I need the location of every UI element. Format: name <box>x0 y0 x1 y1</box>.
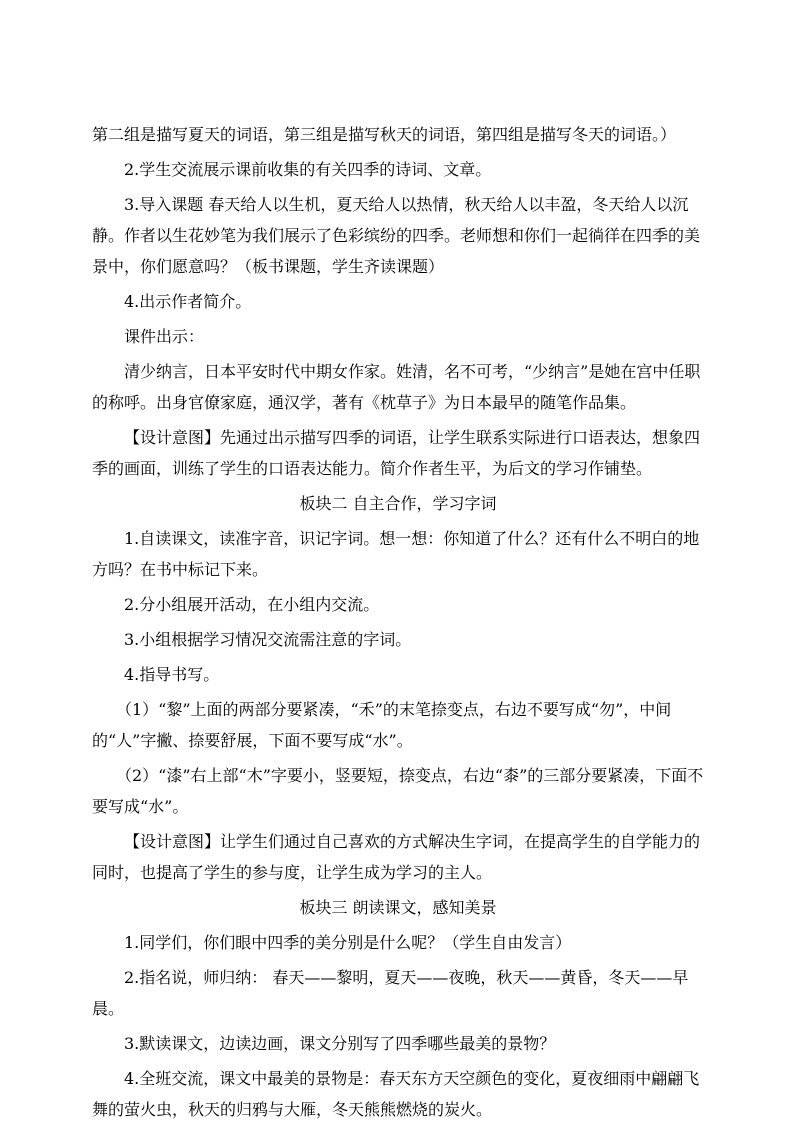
paragraph-group-note: 第二组是描写夏天的词语，第三组是描写秋天的词语，第四组是描写冬天的词语。） <box>92 125 677 144</box>
paragraph-group-activity: 2.分小组展开活动，在小组内交流。 <box>124 595 380 614</box>
paragraph-step-2: 2.学生交流展示课前收集的有关四季的诗词、文章。 <box>124 160 492 179</box>
section-heading-2: 板块二 自主合作，学习字词 <box>299 494 497 513</box>
paragraph-design-intent-1: 【设计意图】先通过出示描写四季的词语，让学生联系实际进行口语表达，想象四季的画面，训练了学生的口语表达能力。简介作者生平，为后文的学习作铺垫。 <box>92 428 701 478</box>
section-heading-3: 板块三 朗读课文，感知美景 <box>299 898 497 917</box>
paragraph-step-4: 4.出示作者简介。 <box>124 292 252 311</box>
paragraph-self-read: 1.自读课文，读准字音，识记字词。想一想：你知道了什么？还有什么不明白的地方吗？在书中标记下来。 <box>92 529 700 579</box>
paragraph-design-intent-2: 【设计意图】让学生们通过自己喜欢的方式解决生字词，在提高学生的自学能力的同时，也提高了学生的参与度，让学生成为学习的主人。 <box>92 832 701 882</box>
paragraph-step-3: 3.导入课题 春天给人以生机，夏天给人以热情，秋天给人以丰盈，冬天给人以沉静。作者以生花妙笔为我们展示了色彩缤纷的四季。老师想和你们一起徜徉在四季的美景中，你们愿意吗？（板书课题，学生齐读课题） <box>92 195 701 276</box>
paragraph-writing-guidance: 4.指导书写。 <box>124 665 220 684</box>
paragraph-class-discussion: 4.全班交流，课文中最美的景物是：春天东方天空颜色的变化，夏夜细雨中翩翩飞舞的萤火虫，秋天的归鸦与大雁，冬天熊熊燃烧的炭火。 <box>92 1069 700 1119</box>
paragraph-silent-reading: 3.默读课文，边读边画，课文分别写了四季哪些最美的景物？ <box>124 1034 556 1053</box>
paragraph-word-attention: 3.小组根据学习情况交流需注意的字词。 <box>124 630 412 649</box>
paragraph-qi-guidance: （2）“漆”右上部“木”字要小，竖要短，捺变点，右边“桼”的三部分要紧凑，下面不要写成“水”。 <box>92 766 704 816</box>
document-page <box>92 119 704 1129</box>
paragraph-li-guidance: （1）“黎”上面的两部分要紧凑，“禾”的末笔捺变点，右边不要写成“勿”，中间的“人”字撇、捺要舒展，下面不要写成“水”。 <box>92 700 672 750</box>
paragraph-author-intro: 清少纳言，日本平安时代中期女作家。姓清，名不可考，“少纳言”是她在宫中任职的称呼。出身官僚家庭，通汉学，著有《枕草子》为日本最早的随笔作品集。 <box>92 362 701 412</box>
paragraph-courseware: 课件出示： <box>124 327 205 346</box>
paragraph-teacher-summary: 2.指名说，师归纳： 春天——黎明，夏天——夜晚，秋天——黄昏，冬天——早晨。 <box>92 968 689 1018</box>
paragraph-classmates-question: 1.同学们，你们眼中四季的美分别是什么呢？（学生自由发言） <box>124 933 572 952</box>
